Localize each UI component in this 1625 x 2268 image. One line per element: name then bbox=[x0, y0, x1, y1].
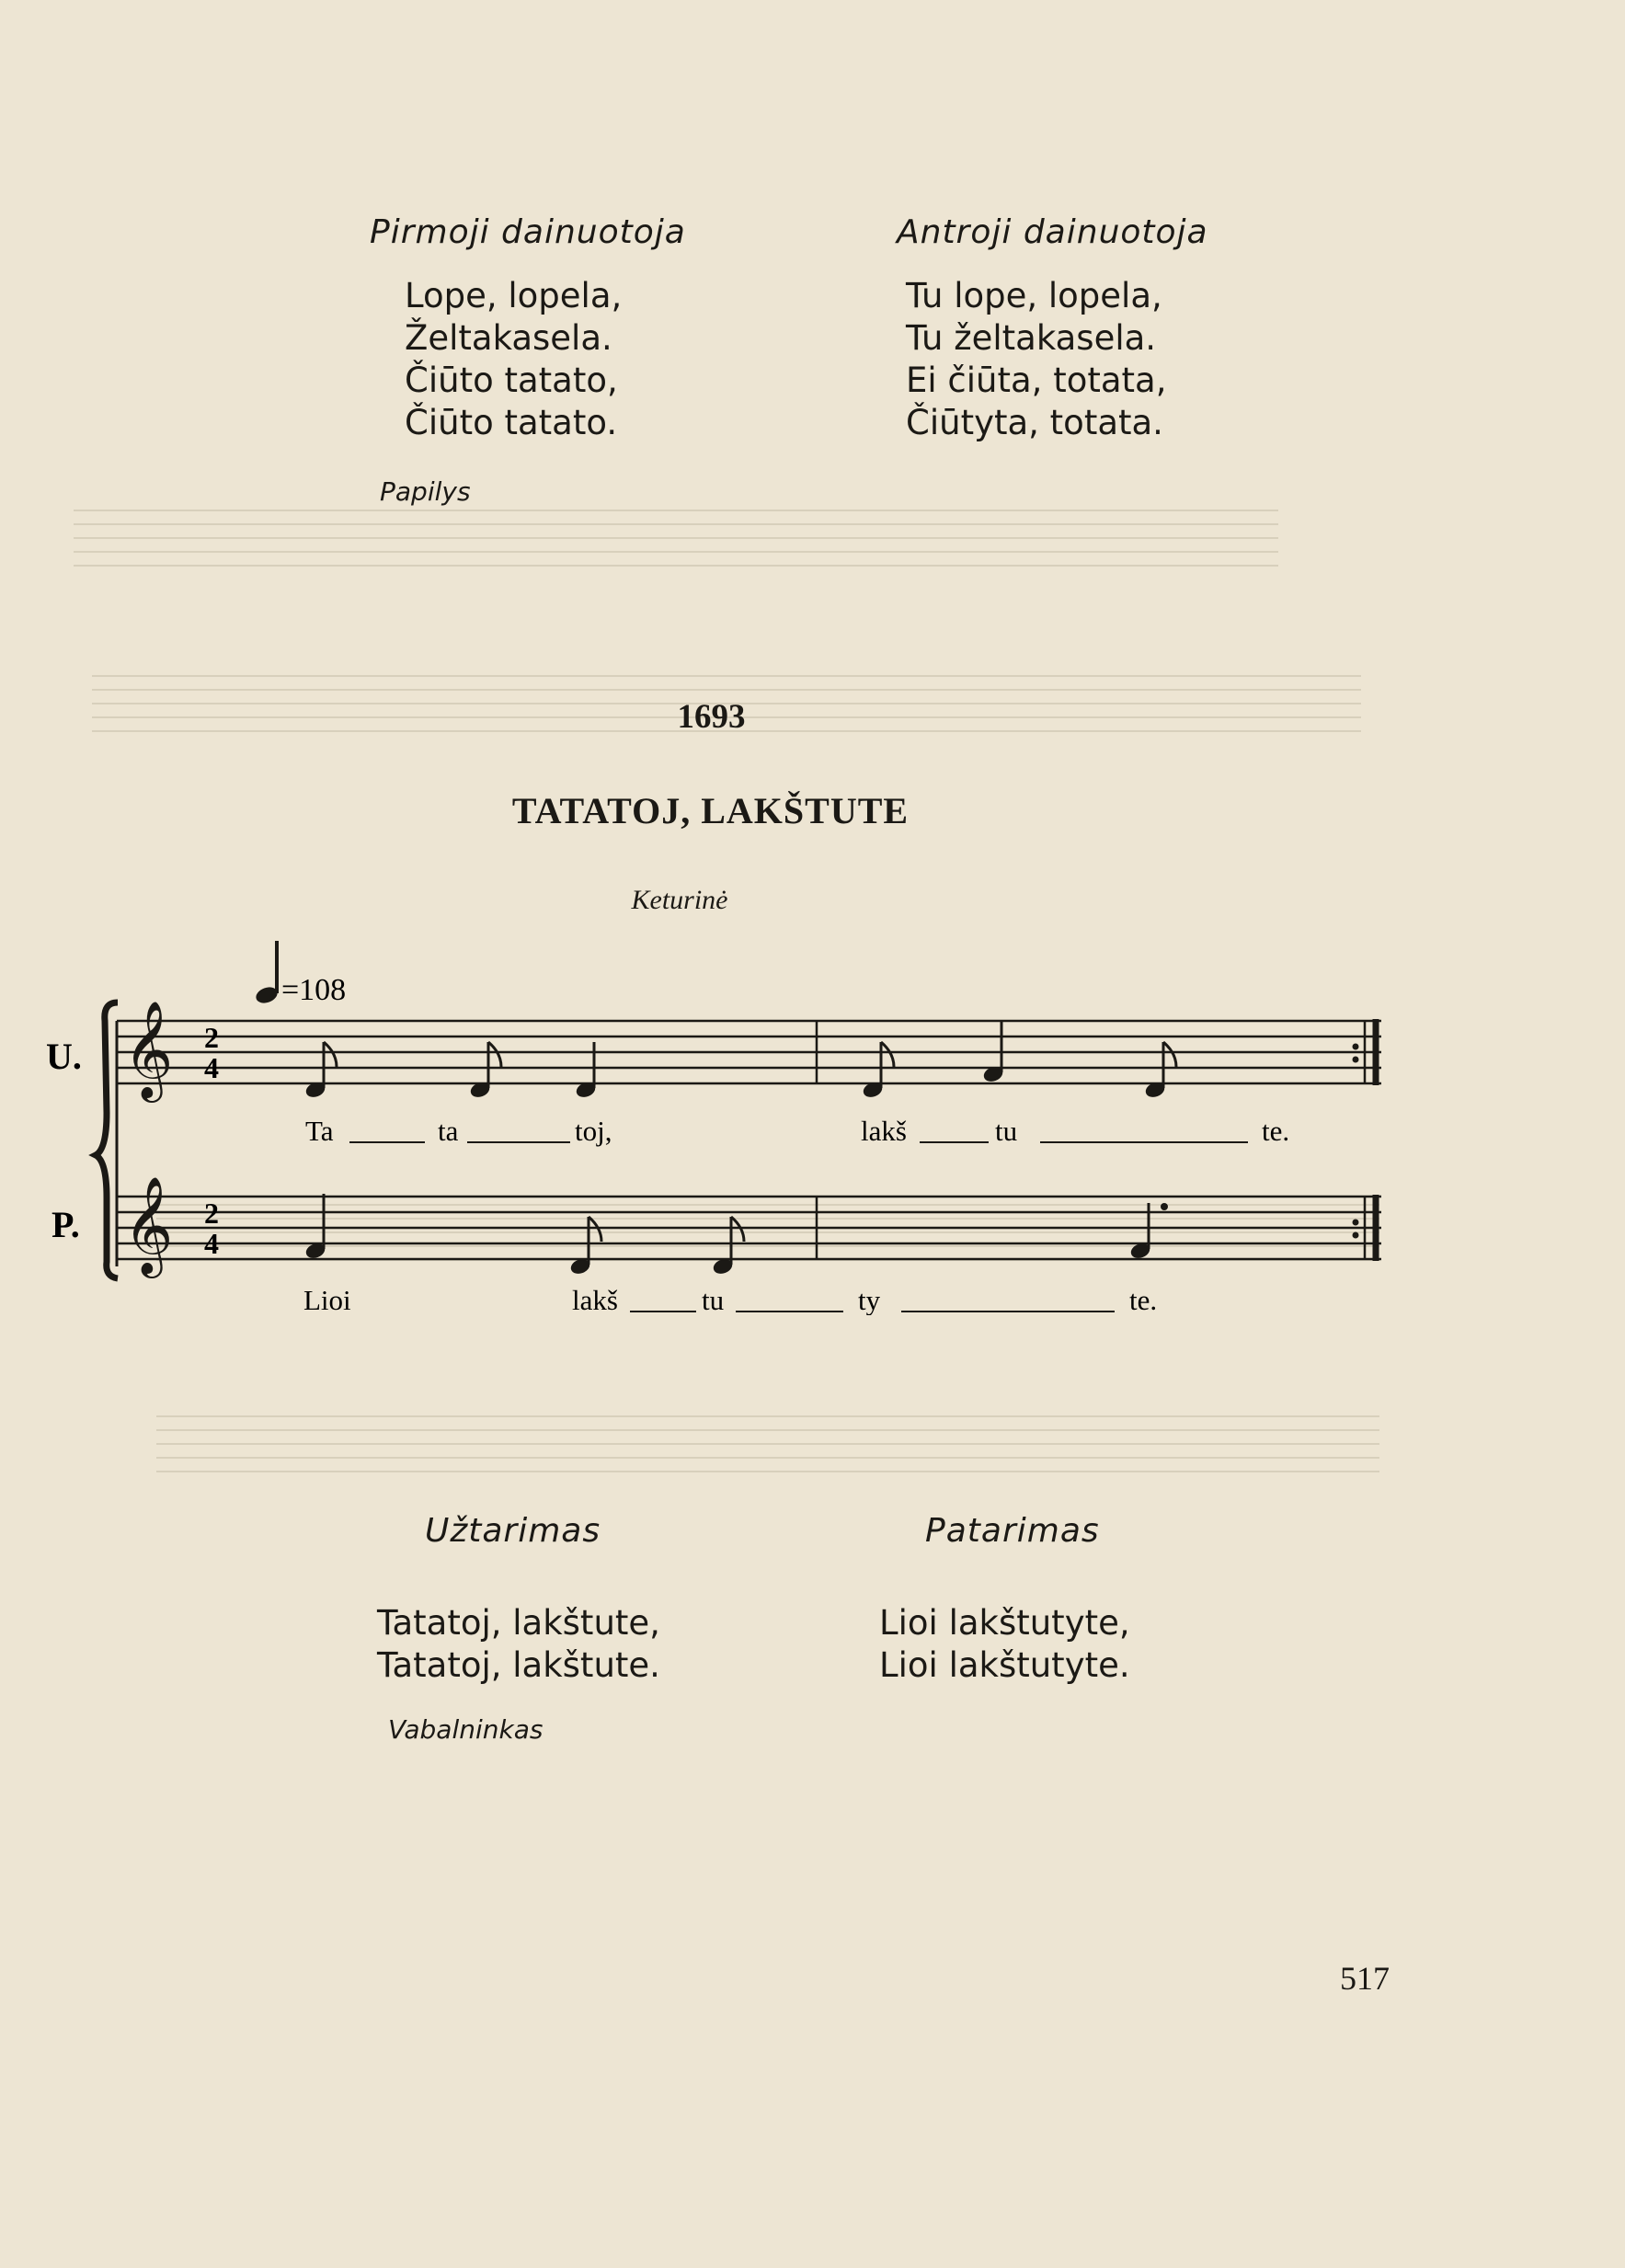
song-subtitle: Keturinė bbox=[631, 885, 728, 915]
second-singer-header: Antroji dainuotoja bbox=[897, 213, 1208, 251]
lyric-syllable: ty bbox=[858, 1284, 881, 1315]
time-signature-bottom: 4 bbox=[204, 1227, 219, 1260]
eighth-note bbox=[1144, 1042, 1176, 1099]
verse-line: Tatatoj, lakštute, bbox=[377, 1603, 660, 1643]
music-score bbox=[0, 929, 1625, 1315]
song-title: TATATOJ, LAKŠTUTE bbox=[511, 790, 910, 831]
lower-voice-notes bbox=[304, 1194, 1167, 1276]
verse-line: Lioi lakštutyte, bbox=[879, 1603, 1130, 1643]
lower-voice-lyrics bbox=[303, 1284, 1157, 1315]
eighth-note bbox=[862, 1042, 894, 1099]
verse-line: Čiūtyta, totata. bbox=[906, 403, 1163, 442]
upper-voice-label: U. bbox=[46, 1036, 82, 1077]
upper-staff bbox=[117, 1021, 1381, 1083]
lyric-syllable: ta bbox=[438, 1115, 459, 1147]
system-brace bbox=[96, 1002, 118, 1278]
time-signature-top: 2 bbox=[204, 1021, 219, 1054]
tempo-value: =108 bbox=[281, 973, 347, 1007]
first-singer-verse bbox=[405, 275, 622, 444]
tempo-marking bbox=[254, 941, 346, 1007]
time-signature-bottom: 4 bbox=[204, 1051, 219, 1084]
lyric-syllable: tu bbox=[702, 1284, 725, 1315]
verse-line: Tu želtakasela. bbox=[906, 318, 1157, 358]
lyric-syllable: Lioi bbox=[303, 1284, 351, 1315]
upper-voice-lyrics bbox=[305, 1115, 1289, 1147]
verse-line: Čiūto tatato, bbox=[405, 361, 618, 400]
lyric-syllable: lakš bbox=[861, 1115, 907, 1147]
eighth-note bbox=[469, 1042, 501, 1099]
first-singer-header: Pirmoji dainuotoja bbox=[370, 213, 686, 251]
eighth-note bbox=[712, 1217, 744, 1276]
lyric-syllable: tu bbox=[995, 1115, 1018, 1147]
lower-staff bbox=[117, 1197, 1381, 1259]
verse-line: Lioi lakštutyte. bbox=[879, 1645, 1130, 1685]
verse-line: Želtakasela. bbox=[405, 318, 612, 358]
verse-line: Ei čiūta, totata, bbox=[906, 361, 1167, 400]
verse-line: Tu lope, lopela, bbox=[906, 276, 1162, 315]
quarter-note bbox=[575, 1042, 597, 1099]
verse-line: Čiūto tatato. bbox=[405, 403, 618, 442]
eighth-note bbox=[304, 1042, 337, 1099]
lyric-syllable: Ta bbox=[305, 1115, 334, 1147]
intercession-header: Užtarimas bbox=[425, 1512, 601, 1550]
verse-line: Lope, lopela, bbox=[405, 276, 623, 315]
time-signature-top: 2 bbox=[204, 1197, 219, 1230]
treble-clef-icon: 𝄞 bbox=[123, 1178, 174, 1272]
place-name-papilys: Papilys bbox=[380, 476, 471, 507]
eighth-note bbox=[569, 1217, 601, 1276]
advice-header: Patarimas bbox=[925, 1512, 1100, 1550]
lyric-syllable: te. bbox=[1262, 1115, 1290, 1147]
intercession-verse bbox=[377, 1602, 660, 1687]
lyric-syllable: te. bbox=[1129, 1284, 1158, 1315]
lower-voice-label: P. bbox=[51, 1204, 80, 1245]
lyric-syllable: toj, bbox=[575, 1115, 612, 1147]
upper-voice-notes bbox=[304, 1021, 1176, 1099]
lyric-syllable: lakš bbox=[572, 1284, 618, 1315]
second-singer-verse bbox=[906, 275, 1166, 444]
place-name-vabalninkas: Vabalninkas bbox=[388, 1714, 544, 1745]
verse-line: Tatatoj, lakštute. bbox=[377, 1645, 660, 1685]
page-number: 517 bbox=[1340, 1960, 1390, 1997]
advice-verse bbox=[879, 1602, 1130, 1687]
song-number: 1693 bbox=[677, 698, 746, 736]
treble-clef-icon: 𝄞 bbox=[123, 1002, 174, 1096]
